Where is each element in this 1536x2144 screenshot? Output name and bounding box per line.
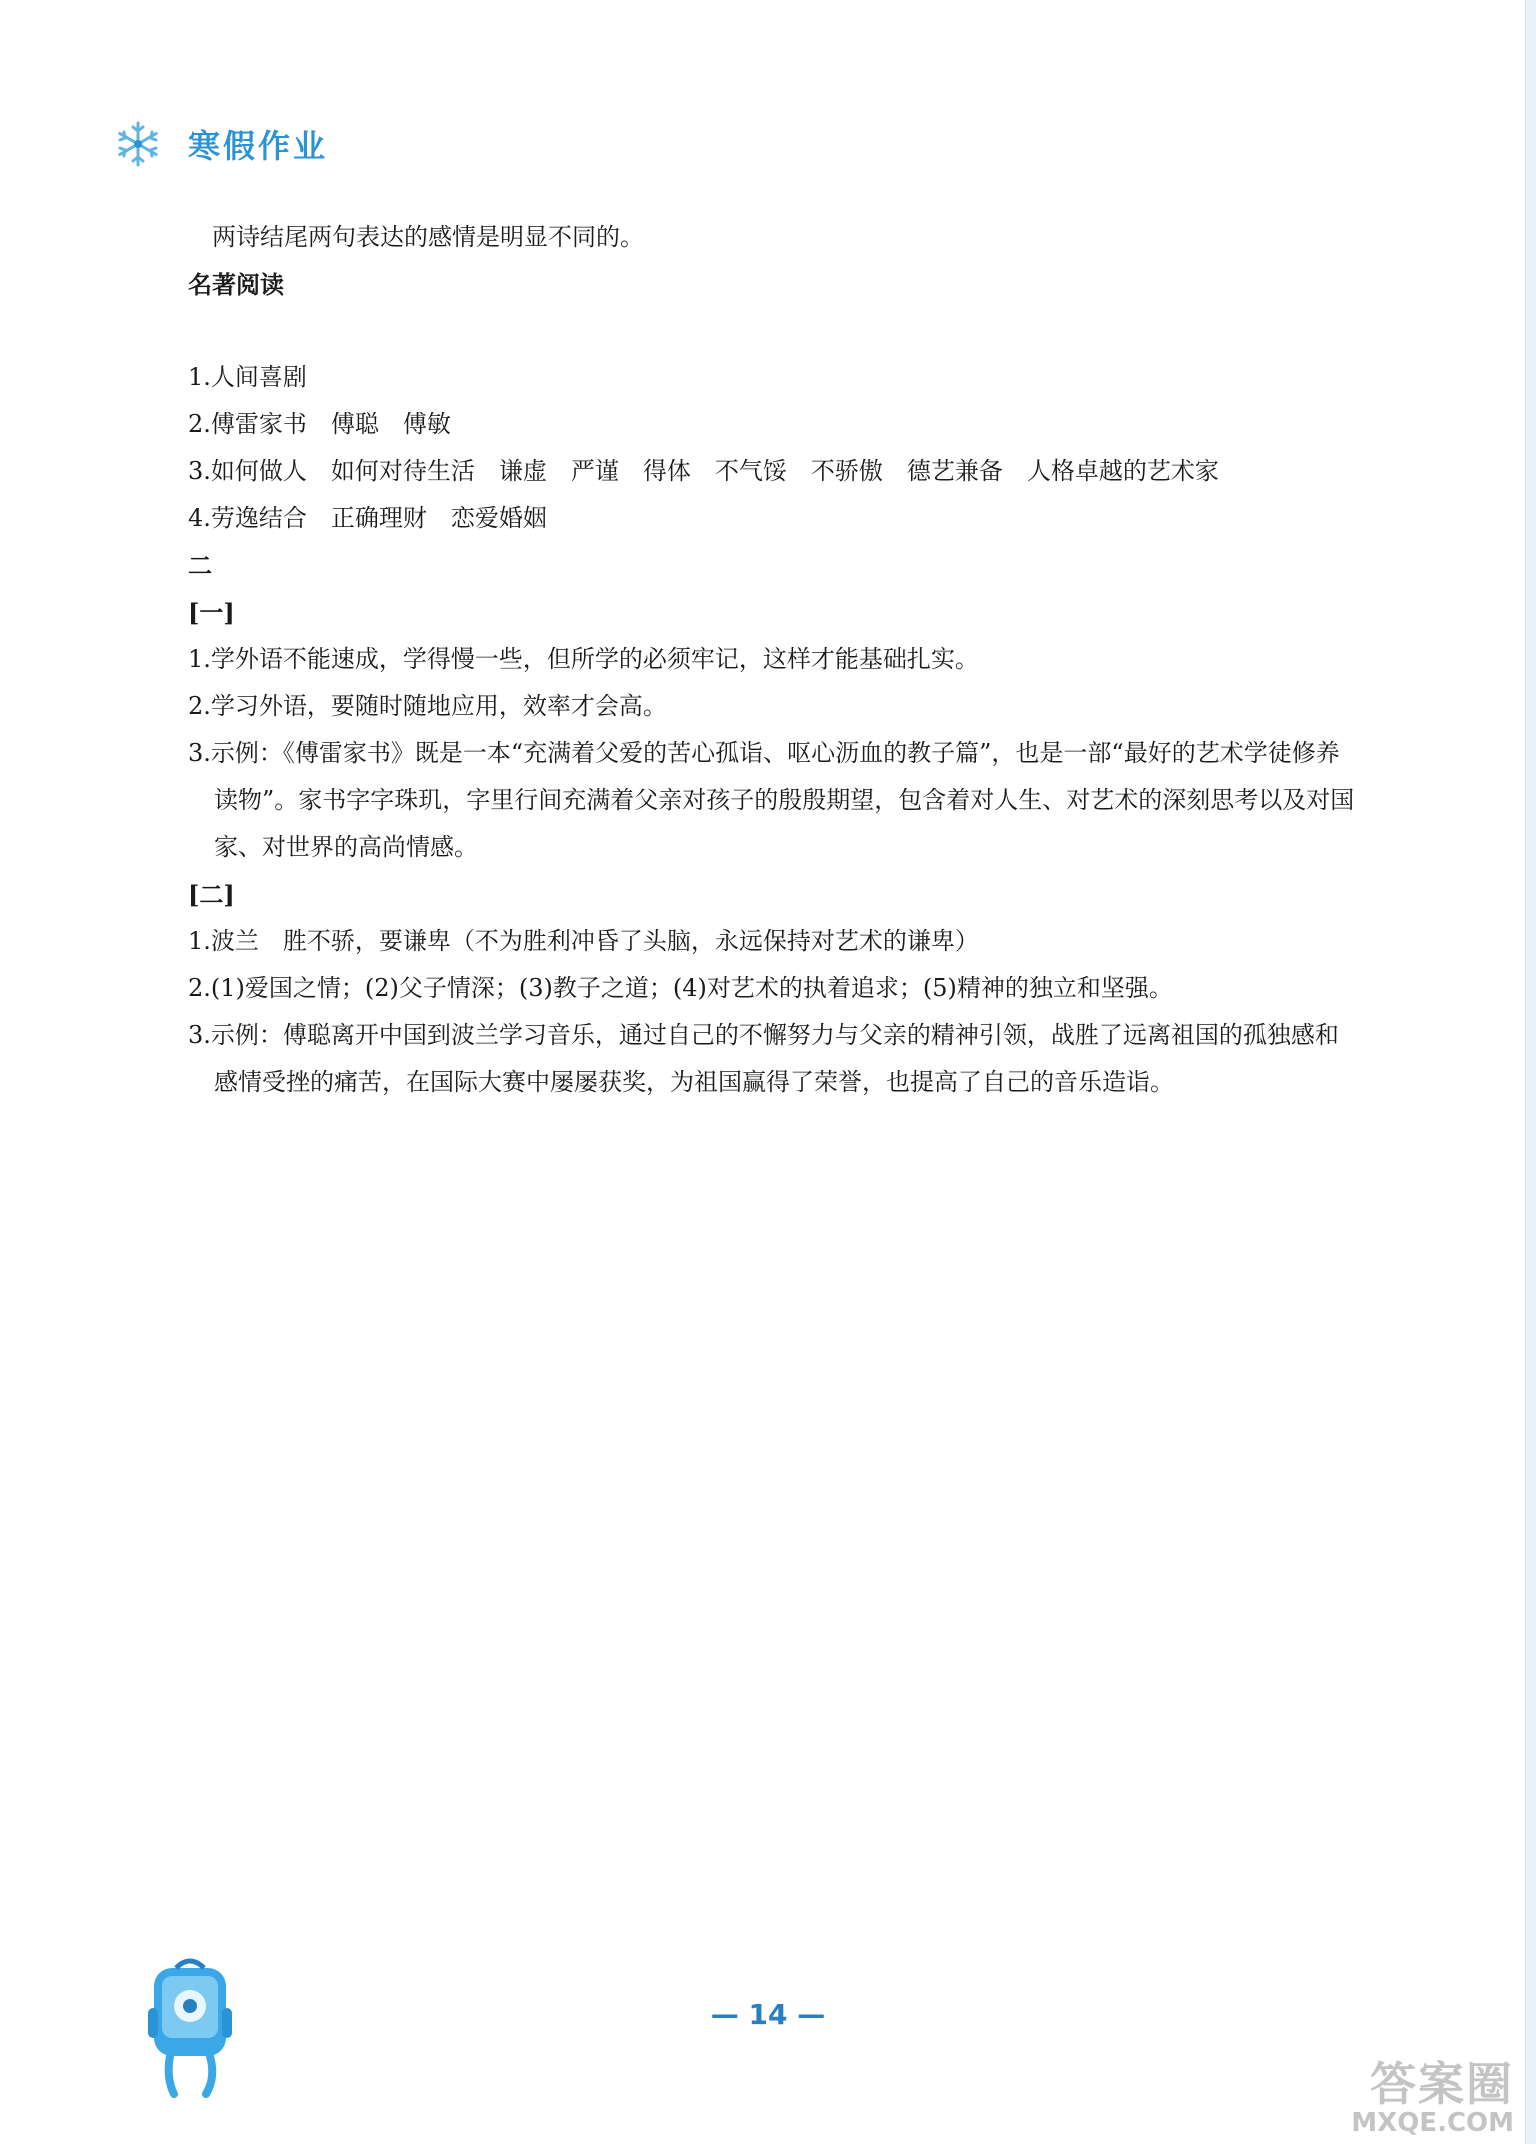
intro-line: 两诗结尾两句表达的感情是明显不同的。 xyxy=(212,223,644,251)
list-item: 1.波兰 胜不骄，要谦卑（不为胜利冲昏了头脑，永远保持对艺术的谦卑） xyxy=(188,927,979,955)
watermark xyxy=(1304,2057,1514,2138)
header-title: 寒假作业 xyxy=(188,127,329,165)
section2-label: [二] xyxy=(188,880,235,909)
watermark-logo: 答案圈 xyxy=(1370,2057,1514,2111)
page-header xyxy=(114,120,328,168)
list-item: 2.(1)爱国之情；(2)父子情深；(3)教子之道；(4)对艺术的执着追求；(5)精神的独立和坚强。 xyxy=(188,974,1173,1002)
list-item: 1.学外语不能速成，学得慢一些，但所学的必须牢记，这样才能基础扎实。 xyxy=(188,645,979,673)
section1-label: [一] xyxy=(188,598,235,627)
answer-content xyxy=(188,214,1358,1106)
spacer xyxy=(188,308,1358,354)
page-number: — 14 — xyxy=(710,1998,826,2031)
famous-reading-heading: 名著阅读 xyxy=(188,270,284,299)
list-item: 2.傅雷家书 傅聪 傅敏 xyxy=(188,410,451,438)
list-item: 2.学习外语，要随时随地应用，效率才会高。 xyxy=(188,692,667,720)
list-item: 4.劳逸结合 正确理财 恋爱婚姻 xyxy=(188,504,547,532)
page-edge xyxy=(1525,0,1536,2144)
list-item: 1.人间喜剧 xyxy=(188,363,307,391)
snowflake-icon xyxy=(114,120,162,168)
list-item: 3.示例：傅聪离开中国到波兰学习音乐，通过自己的不懈努力与父亲的精神引领，战胜了远离祖国的孤独感和感情受挫的痛苦，在国际大赛中屡屡获奖，为祖国赢得了荣誉，也提高了自己的音乐造诣。 xyxy=(188,1021,1339,1096)
watermark-url: MXQE.COM xyxy=(1351,2108,1514,2138)
list-item: 3.示例：《傅雷家书》既是一本“充满着父爱的苦心孤诣、呕心沥血的教子篇”，也是一部“最好的艺术学徒修养读物”。家书字字珠玑，字里行间充满着父亲对孩子的殷殷期望，包含着对人生、对艺术的深刻思考以及对国家、对世界的高尚情感。 xyxy=(188,739,1355,861)
part2-heading: 二 xyxy=(188,551,212,580)
list-item: 3.如何做人 如何对待生活 谦虚 严谨 得体 不气馁 不骄傲 德艺兼备 人格卓越的艺术家 xyxy=(188,457,1219,485)
